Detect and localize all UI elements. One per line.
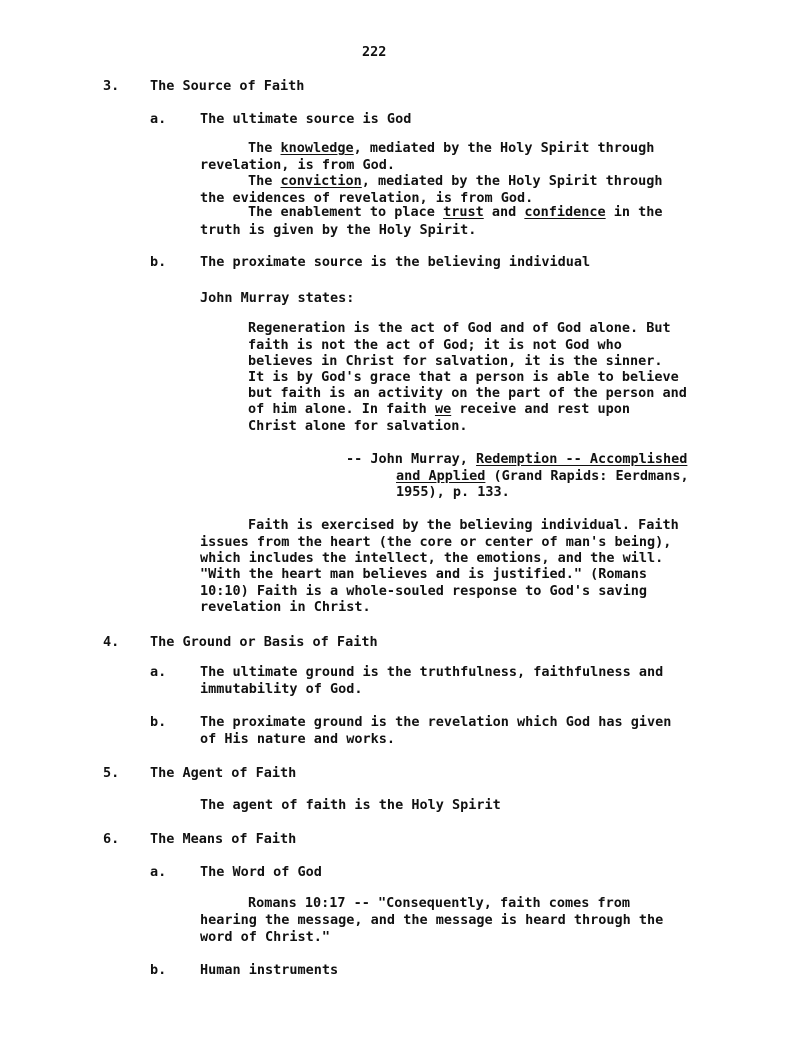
text-span: The <box>248 140 281 156</box>
paragraph-line: immutability of God. <box>200 681 363 697</box>
subsection-heading: Human instruments <box>200 962 339 978</box>
citation-line: 1955), p. 133. <box>396 484 510 500</box>
paragraph-line: the evidences of revelation, is from God. <box>200 190 534 206</box>
paragraph-line: word of Christ." <box>200 929 331 945</box>
book-title: and Applied <box>396 468 486 484</box>
subsection-letter: b. <box>150 714 167 730</box>
subsection-letter: a. <box>150 111 167 127</box>
text-span: and <box>483 204 525 220</box>
text-span: The <box>248 173 281 189</box>
quote-line: but faith is an activity on the part of the person and <box>248 385 687 401</box>
paragraph-line: The ultimate ground is the truthfulness, faithfulness and <box>200 664 664 680</box>
paragraph-line: of His nature and works. <box>200 731 396 747</box>
text-span: of him alone. In faith <box>248 401 435 417</box>
quote-line: It is by God's grace that a person is able to believe <box>248 369 679 385</box>
citation-line <box>346 451 687 468</box>
paragraph-line: The agent of faith is the Holy Spirit <box>200 797 501 813</box>
section-number: 3. <box>103 78 120 94</box>
paragraph-line: revelation in Christ. <box>200 599 371 615</box>
subsection-letter: b. <box>150 962 167 978</box>
text-span: , mediated by the Holy Spirit through <box>353 140 655 156</box>
section-heading: The Ground or Basis of Faith <box>150 634 378 650</box>
text-span: -- John Murray, <box>346 451 477 467</box>
subsection-letter: b. <box>150 254 167 270</box>
paragraph-line: issues from the heart (the core or center of man's being), <box>200 534 672 550</box>
subsection-heading: The Word of God <box>200 864 322 880</box>
section-heading: The Means of Faith <box>150 831 297 847</box>
section-heading: The Agent of Faith <box>150 765 297 781</box>
subsection-letter: a. <box>150 664 167 680</box>
underlined-term: knowledge <box>280 140 354 156</box>
quote-line <box>248 401 630 418</box>
paragraph-line <box>248 173 663 190</box>
quote-line: Regeneration is the act of God and of God alone. But <box>248 320 671 336</box>
text-span: in the <box>605 204 663 220</box>
paragraph-line: Faith is exercised by the believing individual. Faith <box>248 517 679 533</box>
quote-line: Christ alone for salvation. <box>248 418 468 434</box>
book-title: Redemption -- Accomplished <box>476 451 688 467</box>
paragraph-line <box>248 204 663 221</box>
section-heading: The Source of Faith <box>150 78 305 94</box>
paragraph-line: revelation, is from God. <box>200 157 396 173</box>
text-span: (Grand Rapids: Eerdmans, <box>485 468 689 484</box>
paragraph-line: truth is given by the Holy Spirit. <box>200 222 477 238</box>
paragraph-line: which includes the intellect, the emotions, and the will. <box>200 550 664 566</box>
underlined-term: conviction <box>280 173 362 189</box>
citation-line <box>396 468 689 485</box>
underlined-term: confidence <box>524 204 606 220</box>
paragraph-line: hearing the message, and the message is heard through the <box>200 912 664 928</box>
quote-line: believes in Christ for salvation, it is the sinner. <box>248 353 663 369</box>
section-number: 5. <box>103 765 120 781</box>
section-number: 4. <box>103 634 120 650</box>
text-span: , mediated by the Holy Spirit through <box>361 173 663 189</box>
page-number: 222 <box>362 44 387 60</box>
subsection-heading: The ultimate source is God <box>200 111 412 127</box>
subsection-heading: The proximate source is the believing individual <box>200 254 591 270</box>
text-span: The enablement to place <box>248 204 444 220</box>
paragraph-line: 10:10) Faith is a whole-souled response to God's saving <box>200 583 648 599</box>
underlined-term: we <box>434 401 452 417</box>
section-number: 6. <box>103 831 120 847</box>
paragraph-line <box>248 140 654 157</box>
paragraph-line: Romans 10:17 -- "Consequently, faith comes from <box>248 895 631 911</box>
quote-intro: John Murray states: <box>200 290 355 306</box>
text-span: receive and rest upon <box>451 401 631 417</box>
subsection-letter: a. <box>150 864 167 880</box>
paragraph-line: The proximate ground is the revelation which God has given <box>200 714 672 730</box>
underlined-term: trust <box>443 204 484 220</box>
paragraph-line: "With the heart man believes and is justified." (Romans <box>200 566 648 582</box>
quote-line: faith is not the act of God; it is not God who <box>248 337 622 353</box>
